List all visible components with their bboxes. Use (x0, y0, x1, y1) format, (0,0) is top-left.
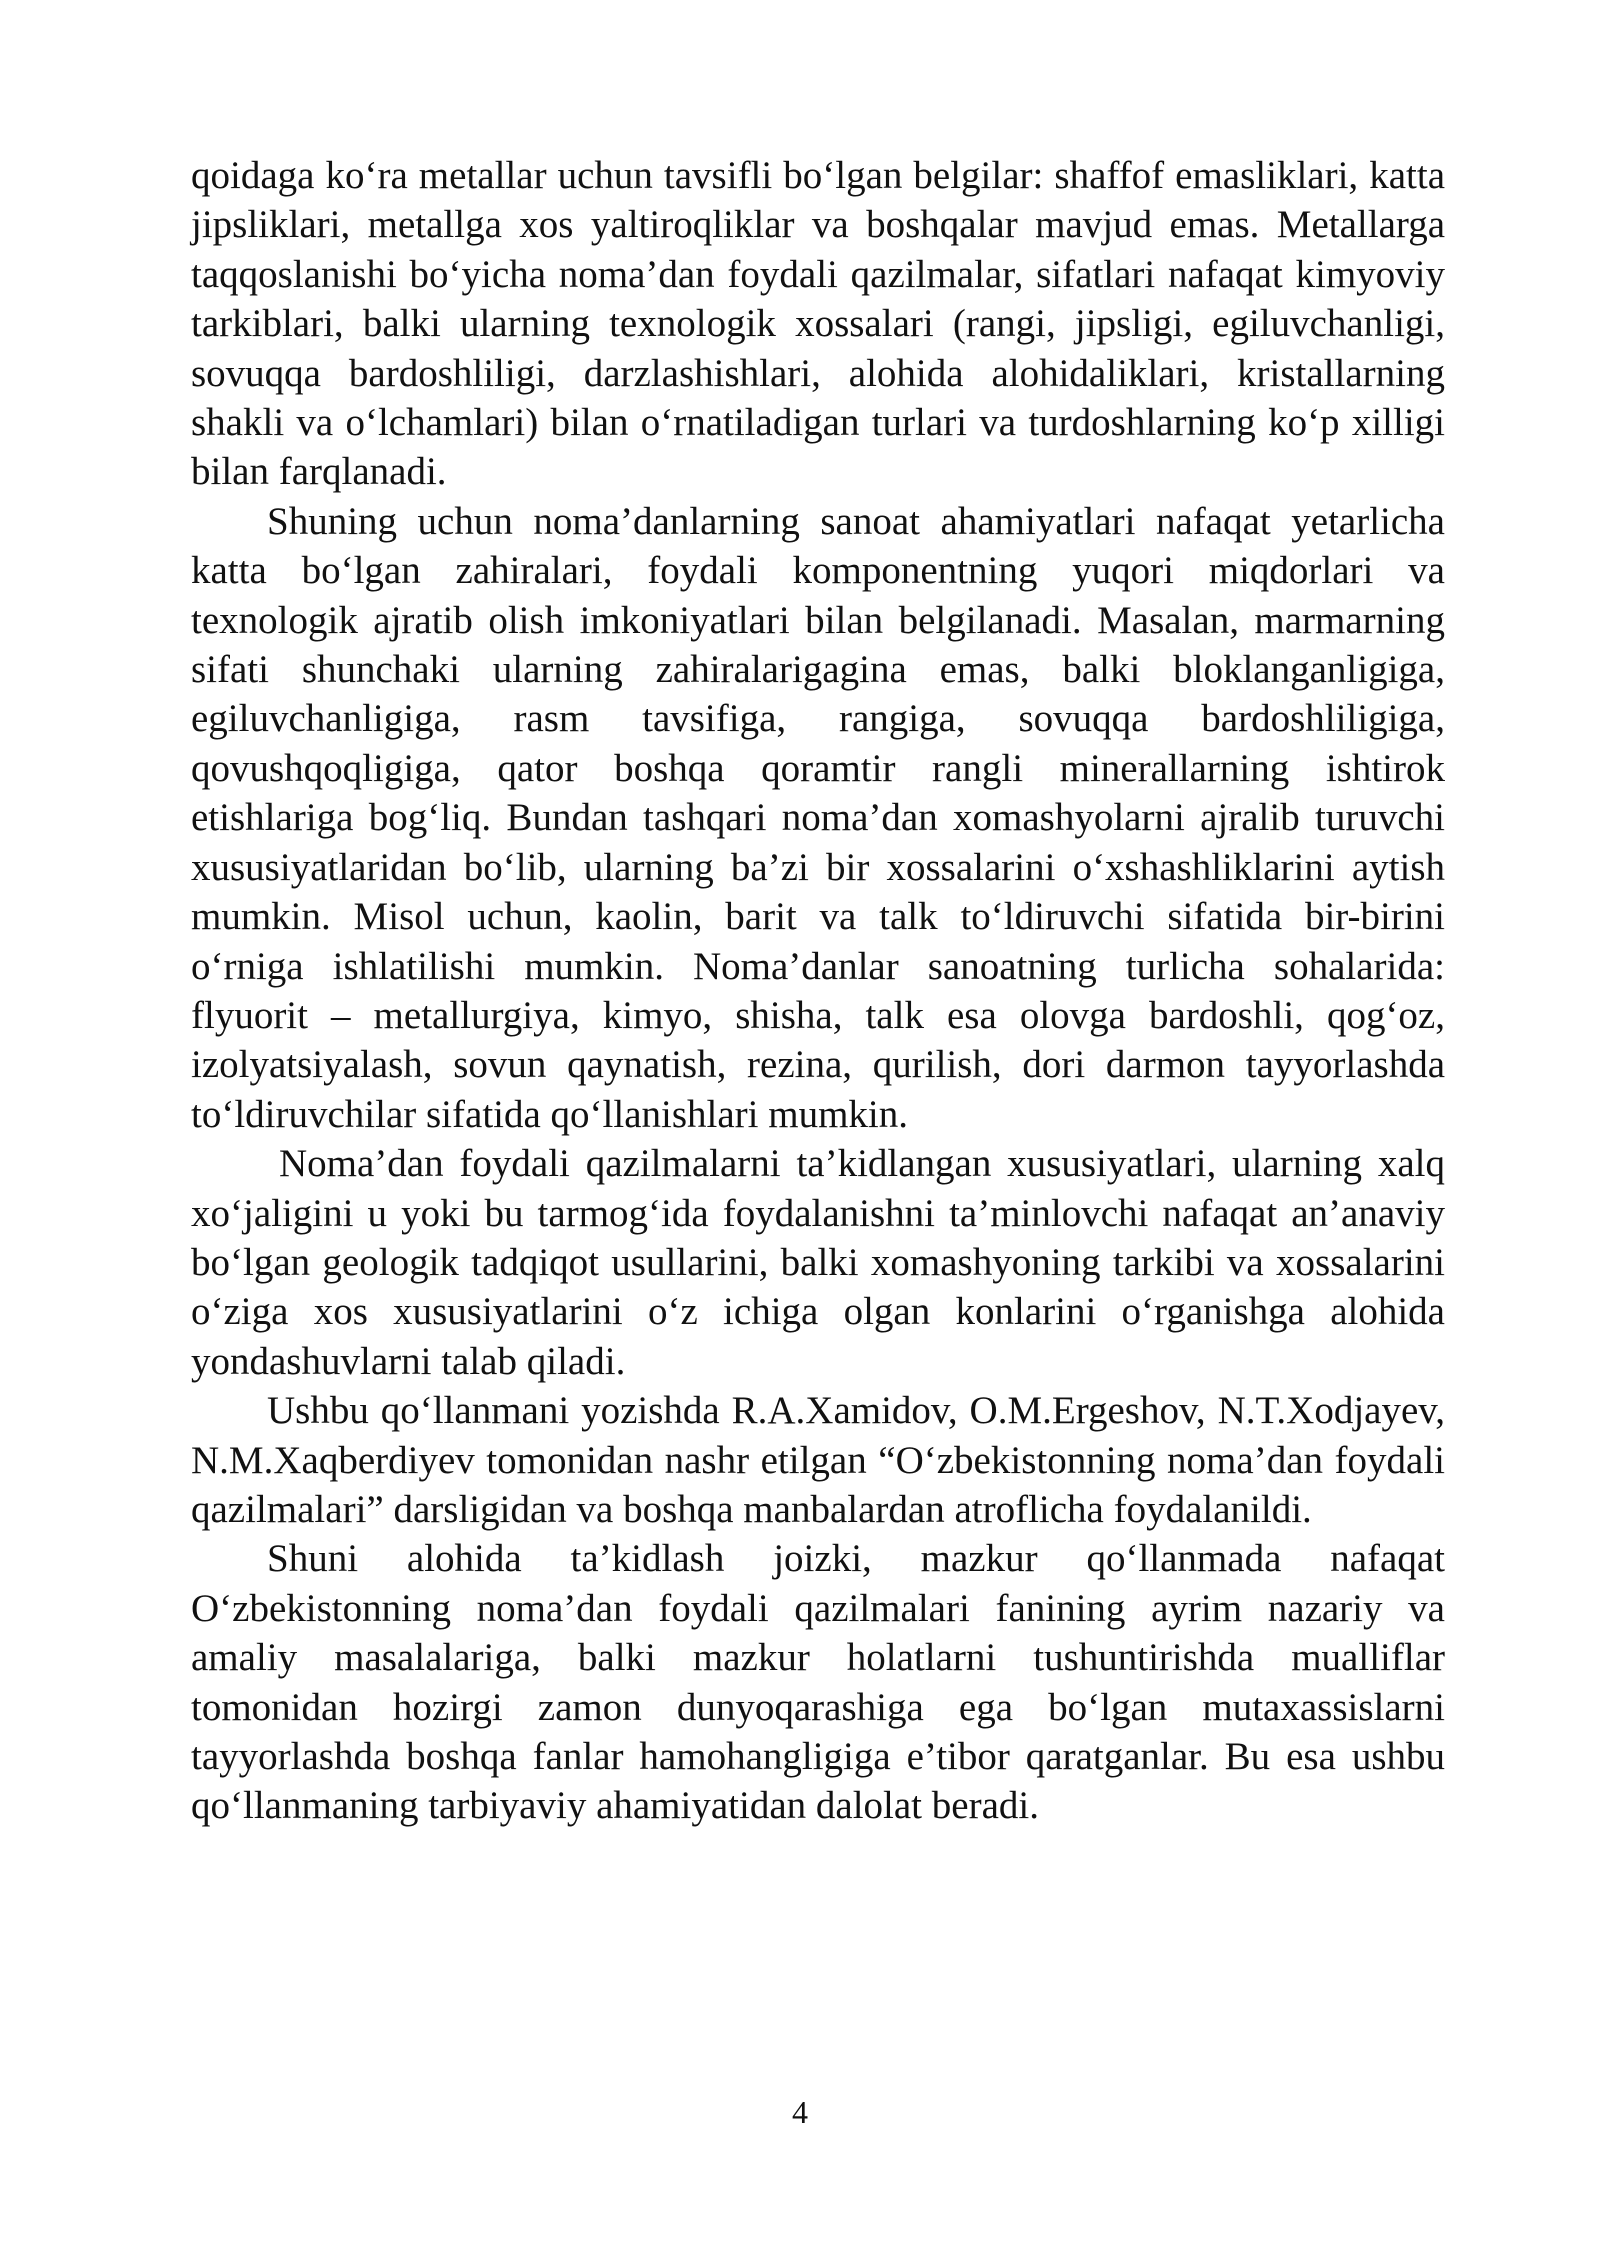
body-text (191, 151, 1445, 1831)
paragraph-4: Ushbu qo‘llanmani yozishda R.A.Xamidov, O.M.Ergeshov, N.T.Xodjayev, N.M.Xaqberdiyev tomonidan nashr etilgan “O‘zbekistonning noma’dan foydali qazilmalari” darsligidan va boshqa manbalardan atroflicha foydalanildi. (191, 1389, 1445, 1531)
paragraph-3: Noma’dan foydali qazilmalarni ta’kidlangan xususiyatlari, ularning xalq xo‘jaligini u yoki bu tarmog‘ida foydalanishni ta’minlovchi nafaqat an’anaviy bo‘lgan geologik tadqiqot usullarini, balki xomashyoning tarkibi va xossalarini o‘ziga xos xususiyatlarini o‘z ichiga olgan konlarini o‘rganishga alohida yondashuvlarni talab qiladi. (191, 1142, 1445, 1383)
page-number: 4 (792, 2094, 808, 2130)
paragraph-5: Shuni alohida ta’kidlash joizki, mazkur qo‘llanmada nafaqat O‘zbekistonning noma’dan foydali qazilmalari fanining ayrim nazariy va amaliy masalalariga, balki mazkur holatlarni tushuntirishda mualliflar tomonidan hozirgi zamon dunyoqarashiga ega bo‘lgan mutaxassislarni tayyorlashda boshqa fanlar hamohangligiga e’tibor qaratganlar. Bu esa ushbu qo‘llanmaning tarbiyaviy ahamiyatidan dalolat beradi. (191, 1537, 1445, 1828)
paragraph-1: qoidaga ko‘ra metallar uchun tavsifli bo‘lgan belgilar: shaffof emasliklari, katta jipsliklari, metallga xos yaltiroqliklar va boshqalar mavjud emas. Metallarga taqqoslanishi bo‘yicha noma’dan foydali qazilmalar, sifatlari nafaqat kimyoviy tarkiblari, balki ularning texnologik xossalari (rangi, jipsligi, egiluvchanligi, sovuqqa bardoshliligi, darzlashishlari, alohida alohidaliklari, kristallarning shakli va o‘lchamlari) bilan o‘rnatiladigan turlari va turdoshlarning ko‘p xilligi bilan farqlanadi. (191, 154, 1445, 494)
paragraph-2: Shuning uchun noma’danlarning sanoat ahamiyatlari nafaqat yetarlicha katta bo‘lgan zahiralari, foydali komponentning yuqori miqdorlari va texnologik ajratib olish imkoniyatlari bilan belgilanadi. Masalan, marmarning sifati shunchaki ularning zahiralarigagina emas, balki bloklanganligiga, egiluvchanligiga, rasm tavsifiga, rangiga, sovuqqa bardoshliligiga, qovushqoqligiga, qator boshqa qoramtir rangli minerallarning ishtirok etishlariga bog‘liq. Bundan tashqari noma’dan xomashyolarni ajralib turuvchi xususiyatlaridan bo‘lib, ularning ba’zi bir xossalarini o‘xshashliklarini aytish mumkin. Misol uchun, kaolin, barit va talk to‘ldiruvchi sifatida bir-birini o‘rniga ishlatilishi mumkin. Noma’danlar sanoatning turlicha sohalarida: flyuorit – metallurgiya, kimyo, shisha, talk esa olovga bardoshli, qog‘oz, izolyatsiyalash, sovun qaynatish, rezina, qurilish, dori darmon tayyorlashda to‘ldiruvchilar sifatida qo‘llanishlari mumkin. (191, 499, 1445, 1136)
